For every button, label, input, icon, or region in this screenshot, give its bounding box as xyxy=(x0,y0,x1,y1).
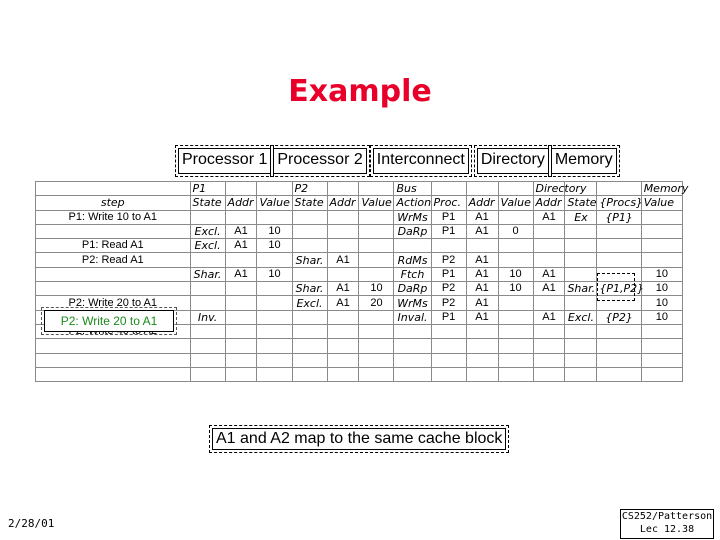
table-cell xyxy=(498,182,533,196)
table-cell: 20 xyxy=(359,296,394,310)
table-cell: {P1} xyxy=(597,210,641,224)
table-cell: 10 xyxy=(359,282,394,296)
table-cell xyxy=(533,253,565,267)
table-cell xyxy=(359,182,394,196)
table-cell: A1 xyxy=(327,282,359,296)
table-cell: P1 xyxy=(431,267,466,281)
table-cell xyxy=(292,224,327,238)
table-cell xyxy=(431,182,466,196)
table-header-row xyxy=(36,182,683,196)
table-row xyxy=(36,267,683,281)
table-cell xyxy=(394,239,431,253)
table-cell xyxy=(225,253,257,267)
course-name: CS252/Patterson xyxy=(621,511,713,522)
table-cell: A1 xyxy=(466,267,498,281)
table-cell xyxy=(597,239,641,253)
table-cell xyxy=(565,224,597,238)
table-cell: Action xyxy=(394,196,431,210)
table-cell xyxy=(359,224,394,238)
step-cell xyxy=(36,224,191,238)
table-cell: Excl. xyxy=(190,224,225,238)
table-cell: P1 xyxy=(431,310,466,324)
step-cell xyxy=(36,367,191,381)
table-cell: 10 xyxy=(641,310,682,324)
table-cell xyxy=(394,324,431,338)
table-cell xyxy=(292,324,327,338)
table-cell: A1 xyxy=(466,224,498,238)
table-cell: {Procs} xyxy=(597,196,641,210)
table-cell xyxy=(466,353,498,367)
table-cell xyxy=(257,296,292,310)
table-cell xyxy=(565,239,597,253)
table-cell xyxy=(359,267,394,281)
table-row xyxy=(36,239,683,253)
table-cell: Proc. xyxy=(431,196,466,210)
table-cell xyxy=(257,339,292,353)
table-cell: 10 xyxy=(641,296,682,310)
table-cell: 10 xyxy=(498,267,533,281)
table-cell xyxy=(641,353,682,367)
table-cell: State xyxy=(292,196,327,210)
table-row xyxy=(36,367,683,381)
table-cell: A1 xyxy=(466,253,498,267)
table-cell xyxy=(327,182,359,196)
table-cell xyxy=(498,310,533,324)
directory-highlight xyxy=(597,273,635,301)
table-cell: 10 xyxy=(641,282,682,296)
table-cell: A1 xyxy=(225,239,257,253)
table-cell xyxy=(225,182,257,196)
table-cell: 10 xyxy=(641,267,682,281)
table-cell xyxy=(394,339,431,353)
step-cell xyxy=(36,339,191,353)
table-cell: Value xyxy=(257,196,292,210)
table-cell xyxy=(533,324,565,338)
table-cell xyxy=(292,339,327,353)
table-cell xyxy=(292,239,327,253)
table-cell xyxy=(431,367,466,381)
course-label xyxy=(620,509,714,539)
table-cell xyxy=(225,296,257,310)
table-cell: {P2} xyxy=(597,310,641,324)
slide-title: Example xyxy=(288,74,432,109)
table-cell xyxy=(190,339,225,353)
table-cell xyxy=(533,239,565,253)
table-cell: DaRp xyxy=(394,282,431,296)
section-headers xyxy=(178,148,617,174)
lecture-number: Lec 12.38 xyxy=(639,524,695,535)
table-cell xyxy=(498,324,533,338)
table-cell: Value xyxy=(359,196,394,210)
table-cell: Addr xyxy=(466,196,498,210)
table-cell: RdMs xyxy=(394,253,431,267)
table-cell xyxy=(498,353,533,367)
table-cell xyxy=(327,267,359,281)
table-cell: Directory xyxy=(533,182,565,196)
table-cell xyxy=(466,239,498,253)
table-cell xyxy=(533,367,565,381)
table-cell: A1 xyxy=(533,310,565,324)
table-cell xyxy=(641,224,682,238)
table-cell xyxy=(641,367,682,381)
step-cell: P1: Write 10 to A1 xyxy=(36,210,191,224)
table-cell xyxy=(394,367,431,381)
table-cell xyxy=(498,253,533,267)
table-cell xyxy=(641,253,682,267)
table-cell: P1 xyxy=(431,210,466,224)
table-cell xyxy=(225,310,257,324)
table-cell: Value xyxy=(641,196,682,210)
step-cell: P1: Read A1 xyxy=(36,239,191,253)
table-cell: Shar. xyxy=(292,282,327,296)
table-cell: WrMs xyxy=(394,210,431,224)
table-header-row xyxy=(36,196,683,210)
table-row xyxy=(36,296,683,310)
table-cell xyxy=(190,282,225,296)
directory-header: Directory xyxy=(477,148,549,174)
table-cell: Ftch xyxy=(394,267,431,281)
table-cell xyxy=(597,224,641,238)
table-cell: A1 xyxy=(533,267,565,281)
table-cell: Shar. xyxy=(292,253,327,267)
table-cell: State xyxy=(565,196,597,210)
table-cell xyxy=(327,310,359,324)
table-cell xyxy=(225,367,257,381)
table-cell: Shar. xyxy=(565,282,597,296)
table-cell: A1 xyxy=(533,210,565,224)
table-cell xyxy=(225,282,257,296)
highlighted-step: P2: Write 20 to A1 xyxy=(44,310,174,332)
table-cell xyxy=(359,339,394,353)
table-cell: Bus xyxy=(394,182,431,196)
step-cell xyxy=(36,353,191,367)
table-cell xyxy=(225,339,257,353)
table-cell xyxy=(641,210,682,224)
table-cell xyxy=(359,353,394,367)
table-cell xyxy=(359,210,394,224)
table-cell xyxy=(597,353,641,367)
table-cell xyxy=(359,367,394,381)
table-cell: P2 xyxy=(292,182,327,196)
table-cell: 10 xyxy=(257,224,292,238)
step-cell xyxy=(36,182,191,196)
table-cell xyxy=(394,353,431,367)
processor-1-header: Processor 1 xyxy=(178,148,271,174)
table-cell: Inval. xyxy=(394,310,431,324)
table-cell: Excl. xyxy=(292,296,327,310)
table-cell xyxy=(431,339,466,353)
table-cell xyxy=(533,296,565,310)
table-row xyxy=(36,210,683,224)
table-cell: A1 xyxy=(327,253,359,267)
table-cell: State xyxy=(190,196,225,210)
table-cell xyxy=(359,310,394,324)
step-cell: P2: Read A1 xyxy=(36,253,191,267)
table-cell xyxy=(257,367,292,381)
table-cell xyxy=(225,210,257,224)
table-cell xyxy=(359,324,394,338)
table-cell xyxy=(431,239,466,253)
table-cell: Excl. xyxy=(190,239,225,253)
table-cell xyxy=(641,339,682,353)
table-cell xyxy=(597,324,641,338)
coherence-table xyxy=(35,181,689,382)
table-cell: P2 xyxy=(431,253,466,267)
table-cell xyxy=(190,253,225,267)
table-cell xyxy=(327,224,359,238)
table-cell: A1 xyxy=(533,282,565,296)
cache-note: A1 and A2 map to the same cache block xyxy=(212,428,506,450)
table-row xyxy=(36,353,683,367)
table-cell xyxy=(565,253,597,267)
table-cell: A1 xyxy=(466,296,498,310)
step-cell xyxy=(36,267,191,281)
table-cell xyxy=(327,239,359,253)
step-cell xyxy=(36,282,191,296)
table-cell xyxy=(641,324,682,338)
table-cell xyxy=(225,324,257,338)
table-cell xyxy=(565,267,597,281)
table-cell xyxy=(292,367,327,381)
table-cell xyxy=(597,253,641,267)
table-cell: WrMs xyxy=(394,296,431,310)
table-cell: Addr xyxy=(533,196,565,210)
table-cell xyxy=(466,324,498,338)
step-cell: P2: Write 20 to A1 xyxy=(36,296,191,310)
table-cell: A1 xyxy=(466,282,498,296)
table-cell xyxy=(257,282,292,296)
table-cell xyxy=(257,182,292,196)
table-cell: Memory xyxy=(641,182,682,196)
table-cell: A1 xyxy=(225,224,257,238)
table-cell: 10 xyxy=(257,267,292,281)
processor-2-header: Processor 2 xyxy=(273,148,366,174)
table-cell xyxy=(292,310,327,324)
table-cell xyxy=(190,210,225,224)
table-cell: Addr xyxy=(327,196,359,210)
table-cell: DaRp xyxy=(394,224,431,238)
table-cell xyxy=(498,296,533,310)
table-cell xyxy=(565,353,597,367)
table-cell xyxy=(597,182,641,196)
table-cell xyxy=(597,367,641,381)
table-cell: P1 xyxy=(190,182,225,196)
slide-date: 2/28/01 xyxy=(8,517,55,530)
table-cell xyxy=(359,239,394,253)
table-cell xyxy=(597,339,641,353)
table-cell xyxy=(190,367,225,381)
table-cell xyxy=(257,210,292,224)
step-cell: step xyxy=(36,196,191,210)
table-cell: Addr xyxy=(225,196,257,210)
table-cell xyxy=(498,239,533,253)
table-cell xyxy=(190,324,225,338)
table-cell xyxy=(466,339,498,353)
table-row xyxy=(36,224,683,238)
table-cell: P2 xyxy=(431,296,466,310)
table-cell xyxy=(292,267,327,281)
table-cell xyxy=(327,324,359,338)
table-cell xyxy=(498,367,533,381)
table-cell xyxy=(533,353,565,367)
table-cell: A1 xyxy=(327,296,359,310)
table-cell xyxy=(533,339,565,353)
table-cell xyxy=(292,210,327,224)
table-cell xyxy=(466,182,498,196)
table-cell xyxy=(327,367,359,381)
table-cell xyxy=(565,367,597,381)
table-cell: Value xyxy=(498,196,533,210)
table-cell: Shar. xyxy=(190,267,225,281)
table-cell xyxy=(225,353,257,367)
table-cell xyxy=(327,339,359,353)
table-cell: Inv. xyxy=(190,310,225,324)
table-row xyxy=(36,339,683,353)
table-cell: A1 xyxy=(225,267,257,281)
table-cell: P2 xyxy=(431,282,466,296)
table-cell xyxy=(257,324,292,338)
table-cell xyxy=(359,253,394,267)
table-cell xyxy=(292,353,327,367)
table-cell: P1 xyxy=(431,224,466,238)
table-cell xyxy=(327,353,359,367)
table-cell: 10 xyxy=(257,239,292,253)
table-cell xyxy=(466,367,498,381)
table-cell: {P1,P2} xyxy=(597,282,641,296)
table-cell xyxy=(565,324,597,338)
table-cell xyxy=(257,353,292,367)
table-cell xyxy=(257,310,292,324)
table-cell xyxy=(431,324,466,338)
table-row xyxy=(36,282,683,296)
table-cell xyxy=(565,339,597,353)
table-cell: Excl. xyxy=(565,310,597,324)
table-cell: 10 xyxy=(498,282,533,296)
table-cell xyxy=(498,210,533,224)
interconnect-header: Interconnect xyxy=(373,148,469,174)
table-cell xyxy=(565,296,597,310)
table-cell xyxy=(533,224,565,238)
table-cell: A1 xyxy=(466,310,498,324)
table-cell xyxy=(190,296,225,310)
memory-header: Memory xyxy=(551,148,617,174)
table-cell xyxy=(498,339,533,353)
table-cell xyxy=(431,353,466,367)
table-cell xyxy=(257,253,292,267)
table-cell xyxy=(641,239,682,253)
table-cell: A1 xyxy=(466,210,498,224)
table-row xyxy=(36,253,683,267)
table-cell: 0 xyxy=(498,224,533,238)
table-cell xyxy=(190,353,225,367)
table-cell xyxy=(327,210,359,224)
table-cell: Ex xyxy=(565,210,597,224)
